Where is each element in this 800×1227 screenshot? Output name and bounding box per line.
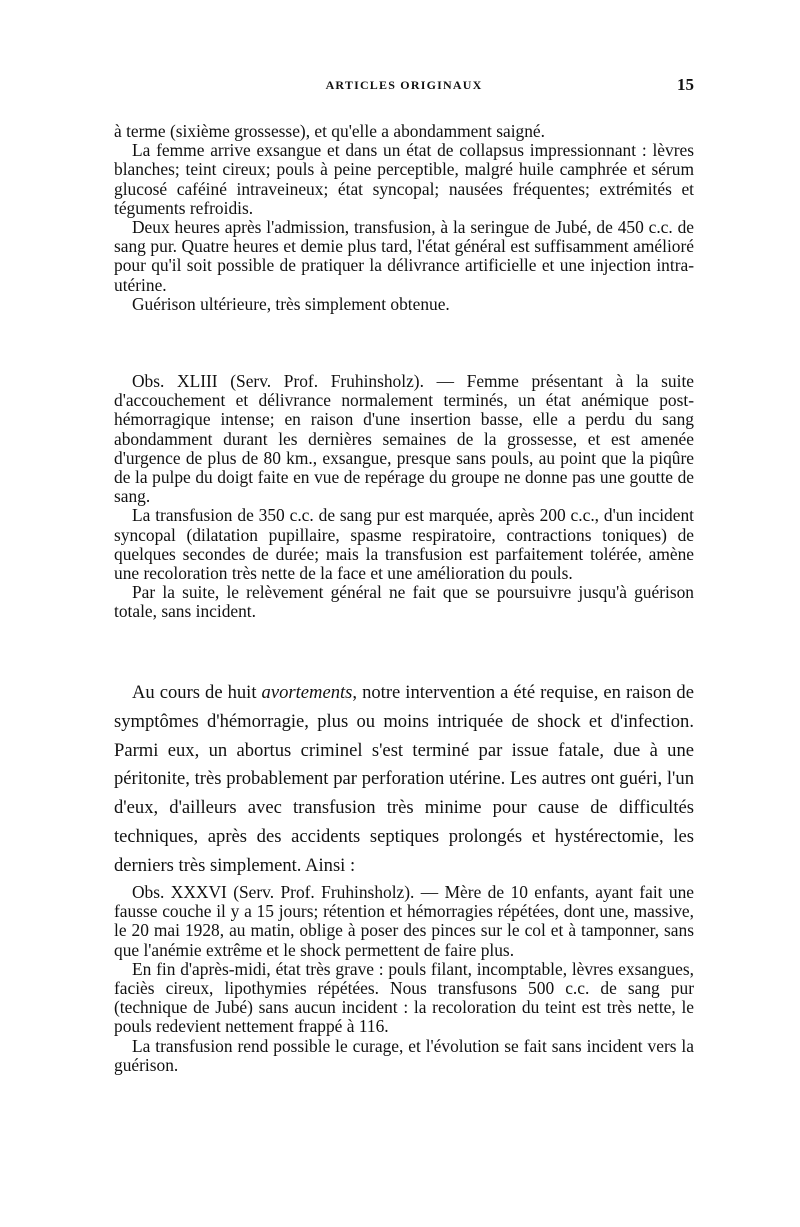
paragraph: La transfusion de 350 c.c. de sang pur est marquée, après 200 c.c., d'un incident syncopal (dilatation pupillaire, spasme respiratoire, contractions toniques) de quelques secondes de durée; mais la transfusion est parfaitement tolérée, amène une recoloration très nette de la face et une amélioration du pouls. bbox=[114, 505, 694, 584]
running-header bbox=[114, 75, 694, 98]
header-title: ARTICLES ORIGINAUX bbox=[325, 78, 483, 92]
paragraph: Par la suite, le relèvement général ne fait que se poursuivre jusqu'à guérison totale, sans incident. bbox=[114, 582, 694, 622]
text-segment: Au cours de huit bbox=[132, 682, 262, 703]
italic-term: avortements bbox=[261, 682, 353, 703]
paragraph: Deux heures après l'admission, transfusion, à la seringue de Jubé, de 450 c.c. de sang pur. Quatre heures et demie plus tard, l'état général est suffisamment amélioré pour qu'il soit possible de pratiquer la délivrance artificielle et une injection intra-utérine. bbox=[114, 217, 694, 295]
page-number: 15 bbox=[677, 75, 694, 94]
paragraph: En fin d'après-midi, état très grave : pouls filant, incomptable, lèvres exsangues, faciès cireux, lipothymies répétées. Nous transfusons 500 c.c. de sang pur (technique de Jubé) sans aucun incident : la recoloration du teint est très nette, le pouls redevient nettement frappé à 116. bbox=[114, 958, 694, 1037]
paragraph bbox=[114, 679, 694, 881]
observation-xliii bbox=[114, 372, 694, 622]
text-segment: , notre intervention a été requise, en raison de symptômes d'hémorragie, plus ou moins intriquée de shock et d'infection. Parmi eux, un abortus criminel s'est terminé par issue fatale, due à une péritonite, très probablement par perforation utérine. Les autres ont guéri, l'un d'eux, d'ailleurs avec transfusion très minime pour cause de difficultés techniques, après des accidents septiques prolongés et hystérectomie, les derniers très simplement. Ainsi : bbox=[114, 682, 694, 876]
abortions-discussion bbox=[114, 679, 694, 881]
observation-xxxvi bbox=[114, 883, 694, 1075]
paragraph: La femme arrive exsangue et dans un état de collapsus impressionnant : lèvres blanches; teint cireux; pouls à peine perceptible, malgré huile camphrée et sérum glucosé caféiné intraveineux; état syncopal; nausées fréquentes; extrémités et téguments refroidis. bbox=[114, 140, 694, 218]
paragraph: à terme (sixième grossesse), et qu'elle a abondamment saigné. bbox=[114, 121, 545, 141]
paragraph: Obs. XXXVI (Serv. Prof. Fruhinsholz). — Mère de 10 enfants, ayant fait une fausse couche il y a 15 jours; rétention et hémorragies répétées, dont une, massive, le 20 mai 1928, au matin, oblige à poser des pinces sur le col et à tamponner, sans que l'anémie extrême et le shock permettent de faire plus. bbox=[114, 882, 694, 960]
paragraph: La transfusion rend possible le curage, et l'évolution se fait sans incident vers la guérison. bbox=[114, 1035, 694, 1075]
case-continuation bbox=[114, 122, 694, 314]
paragraph: Obs. XLIII (Serv. Prof. Fruhinsholz). — Femme présentant à la suite d'accouchement et délivrance normalement terminés, un état anémique post-hémorragique intense; en raison d'une insertion basse, elle a perdu du sang abondamment durant les dernières semaines de la grossesse, et est amenée d'urgence de plus de 80 km., exsangue, presque sans pouls, au point que la piqûre de la pulpe du doigt faite en vue de repérage du groupe ne donne pas une goutte de sang. bbox=[114, 371, 694, 507]
paragraph: Guérison ultérieure, très simplement obtenue. bbox=[132, 293, 450, 314]
